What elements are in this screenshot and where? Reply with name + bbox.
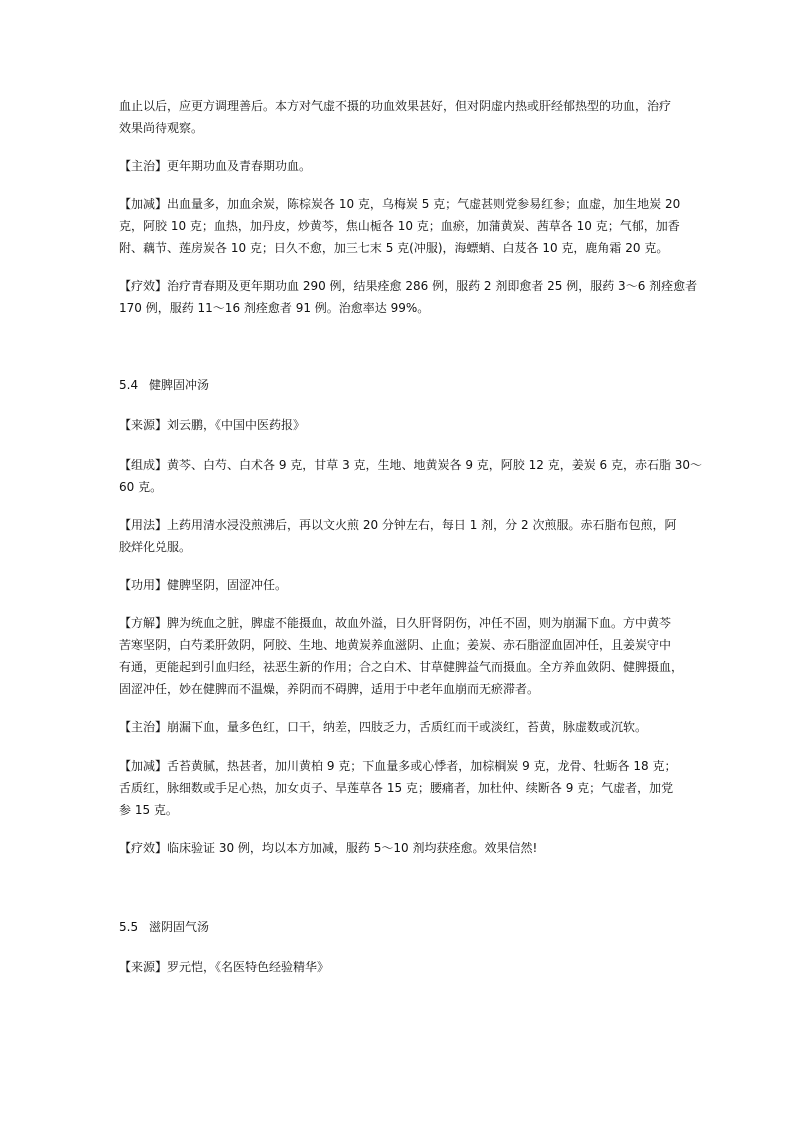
- section-tag: 【用法】: [119, 518, 168, 532]
- section-tag: 【加减】: [119, 197, 168, 211]
- text-line: 刘云鹏，《中国中医药报》: [167, 418, 306, 432]
- text-line: 胶烊化兑服。: [119, 540, 192, 554]
- section-tag: 【方解】: [119, 616, 168, 630]
- text-line: 170 例，服药 11～16 剂痊愈者 91 例。治愈率达 99%。: [119, 301, 430, 315]
- text-line: 舌质红，脉细数或手足心热，加女贞子、旱莲草各 15 克；腰痛者，加杜仲、续断各 9 克；气虚者，加党: [119, 781, 674, 795]
- intro-paragraph: [119, 95, 675, 139]
- text-line: 黄芩、白芍、白术各 9 克，甘草 3 克，生地、地黄炭各 9 克，阿胶 12 克，姜炭 6 克，赤石脂 30～: [167, 458, 703, 472]
- section-liaoxiao-2: [119, 837, 675, 859]
- text-line: 效果尚待观察。: [119, 121, 204, 135]
- section-heading-5-4: [119, 374, 209, 396]
- text-line: 脾为统血之脏，脾虚不能摄血，故血外溢，日久肝肾阴伤，冲任不固，则为崩漏下血。方中黄芩: [167, 616, 672, 630]
- section-tag: 【加减】: [119, 759, 168, 773]
- section-laiyuan: [119, 414, 675, 436]
- text-line: 临床验证 30 例，均以本方加减，服药 5～10 剂均获痊愈。效果信然!: [167, 841, 538, 855]
- section-zucheng: [119, 454, 703, 498]
- heading-title: 滋阴固气汤: [149, 920, 210, 934]
- heading-title: 健脾固冲汤: [149, 378, 210, 392]
- section-tag: 【来源】: [119, 418, 168, 432]
- section-tag: 【组成】: [119, 458, 168, 472]
- text-line: 上药用清水浸没煎沸后，再以文火煎 20 分钟左右，每日 1 剂，分 2 次煎服。赤石脂布包煎，阿: [167, 518, 677, 532]
- text-line: 舌苔黄腻，热甚者，加川黄柏 9 克；下血量多或心悸者，加棕榈炭 9 克，龙骨、牡蛎各 18 克；: [167, 759, 677, 773]
- text-line: 苦寒坚阴，白芍柔肝敛阴，阿胶、生地、地黄炭养血滋阴、止血；姜炭、赤石脂涩血固冲任，且姜炭守中: [119, 638, 672, 652]
- text-line: 附、藕节、莲房炭各 10 克；日久不愈，加三七末 5 克(冲服)，海螵蛸、白芨各 10 克，鹿角霜 20 克。: [119, 241, 669, 255]
- text-line: 克，阿胶 10 克；血热，加丹皮，炒黄芩，焦山栀各 10 克；血瘀，加蒲黄炭、茜草各 10 克；气郁，加香: [119, 219, 680, 233]
- text-line: 60 克。: [119, 480, 163, 494]
- section-yongfa: [119, 514, 675, 558]
- text-line: 有通，更能起到引血归经，祛恶生新的作用；合之白术、甘草健脾益气而摄血。全方养血敛阴、健脾摄血，: [119, 660, 684, 674]
- section-tag: 【主治】: [119, 159, 168, 173]
- text-line: 治疗青春期及更年期功血 290 例，结果痊愈 286 例，服药 2 剂即愈者 25 例，服药 3～6 剂痊愈者: [167, 279, 698, 293]
- section-zhuzhi-2: [119, 716, 675, 738]
- section-tag: 【来源】: [119, 960, 168, 974]
- section-liaoxiao: [119, 275, 698, 319]
- section-zhuzhi: [119, 155, 675, 177]
- section-tag: 【功用】: [119, 578, 168, 592]
- section-gongyong: [119, 574, 675, 596]
- heading-number: 5.5: [119, 920, 139, 934]
- section-laiyuan-2: [119, 956, 675, 978]
- section-jiajian: [119, 193, 681, 259]
- text-line: 参 15 克。: [119, 803, 178, 817]
- section-tag: 【疗效】: [119, 279, 168, 293]
- text-line: 更年期功血及青春期功血。: [167, 159, 312, 173]
- heading-number: 5.4: [119, 378, 139, 392]
- text-line: 固涩冲任，妙在健脾而不温燥，养阴而不碍脾，适用于中老年血崩而无瘀滞者。: [119, 682, 540, 696]
- section-heading-5-5: [119, 916, 209, 938]
- section-tag: 【疗效】: [119, 841, 168, 855]
- text-line: 出血量多，加血余炭，陈棕炭各 10 克，乌梅炭 5 克；气虚甚则党参易红参；血虚，加生地炭 20: [167, 197, 681, 211]
- text-line: 罗元恺，《名医特色经验精华》: [167, 960, 330, 974]
- text-line: 健脾坚阴，固涩冲任。: [167, 578, 288, 592]
- section-tag: 【主治】: [119, 720, 168, 734]
- section-jiajian-2: [119, 755, 675, 821]
- text-line: 崩漏下血，量多色红，口干，纳差，四肢乏力，舌质红而干或淡红，苔黄，脉虚数或沉软。: [167, 720, 648, 734]
- section-fangjie: [119, 612, 684, 700]
- text-line: 血止以后，应更方调理善后。本方对气虚不摄的功血效果甚好，但对阴虚内热或肝经郁热型的功血，治疗: [119, 99, 672, 113]
